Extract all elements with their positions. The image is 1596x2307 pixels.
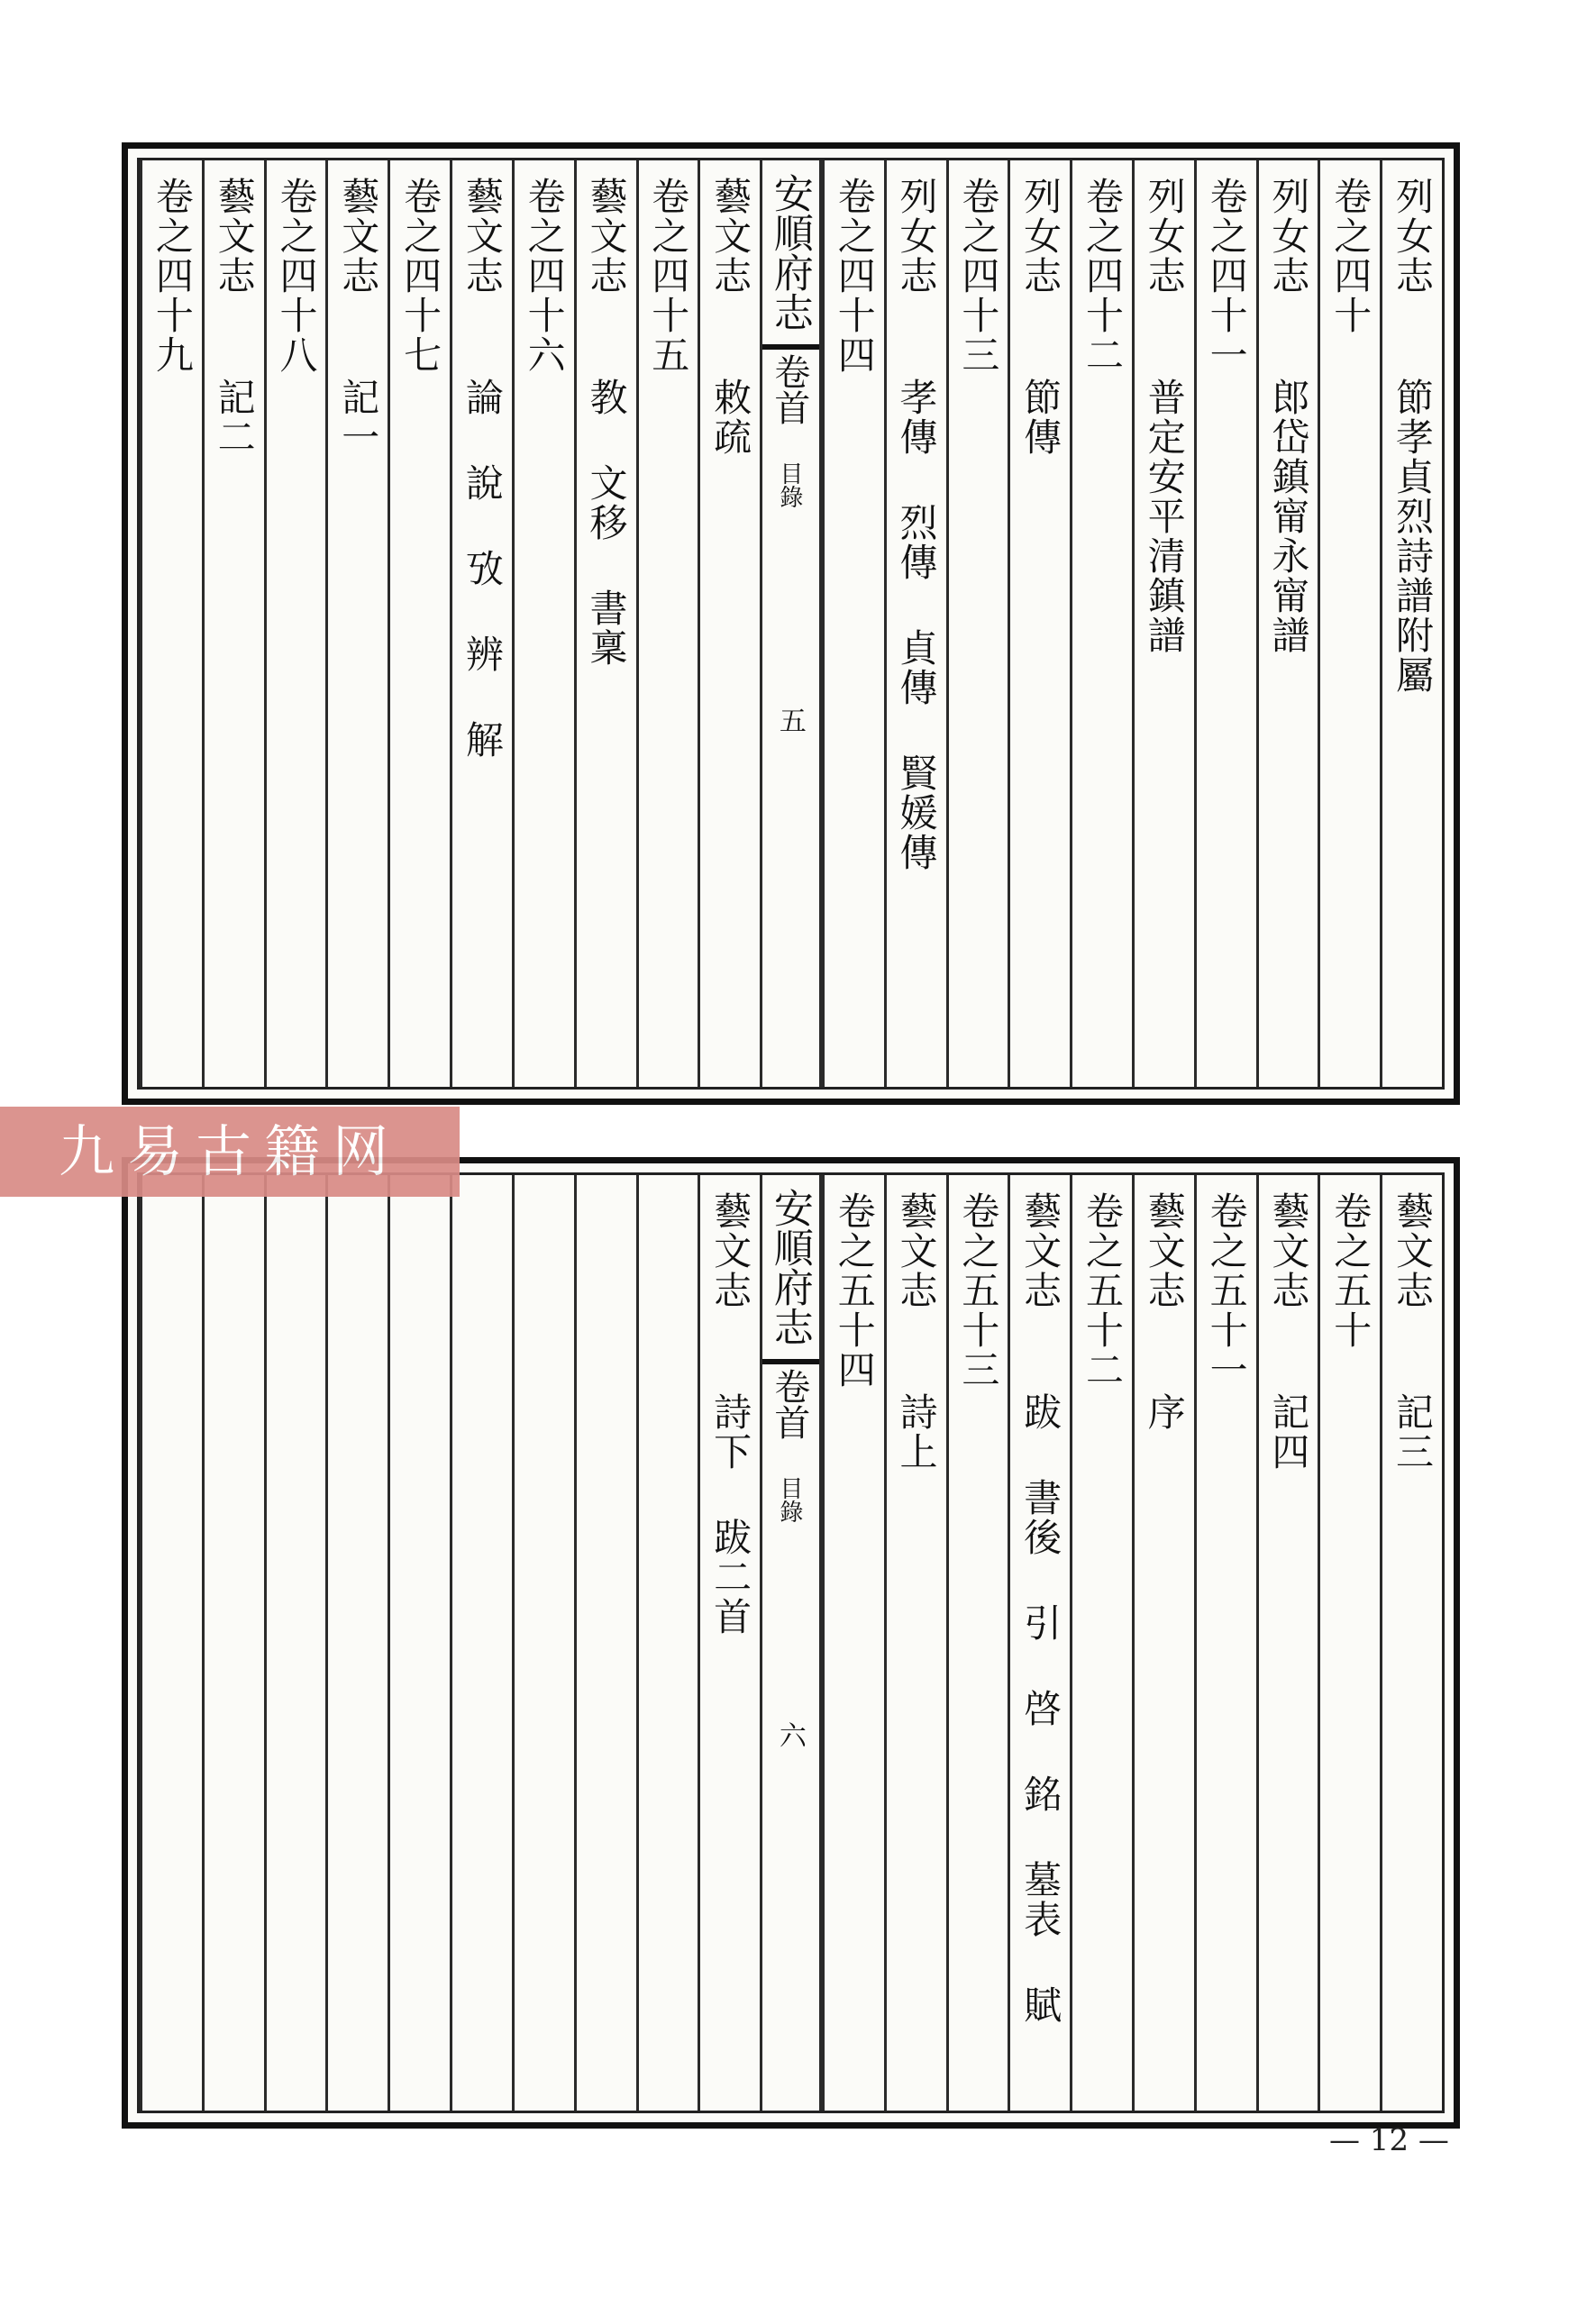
- columns-column: [1070, 160, 1132, 1087]
- column-heading: 藝文志: [708, 177, 753, 296]
- column-heading: 卷之五十: [1328, 1191, 1373, 1350]
- column-contents: 敕疏: [708, 332, 753, 457]
- center-fold-column: [760, 160, 822, 1087]
- columns_left-column: [140, 160, 202, 1087]
- columns-column: [884, 160, 946, 1087]
- book-title: 安順府志: [766, 173, 813, 332]
- empty-column: [202, 1175, 264, 2111]
- column-heading: 藝文志: [708, 1191, 753, 1310]
- bottom-page-frame: [137, 1172, 1445, 2113]
- columns-column: [1256, 1175, 1318, 2111]
- column-contents: 詩下 跋二首: [708, 1346, 753, 1637]
- column-heading: 卷之五十二: [1080, 1191, 1125, 1390]
- empty-column: [325, 1175, 388, 2111]
- column-heading: 藝文志: [894, 1191, 939, 1310]
- empty-column: [388, 1175, 450, 2111]
- column-heading: 卷之四十九: [150, 177, 195, 375]
- columns_left-column: [512, 160, 574, 1087]
- column-heading: 藝文志: [1266, 1191, 1311, 1310]
- column-contents: 記四: [1266, 1346, 1311, 1472]
- column-contents: 記一: [336, 332, 381, 457]
- column-contents: 跋 書後 引 啓 銘 墓表 賦: [1018, 1346, 1063, 2025]
- columns-column: [822, 160, 884, 1087]
- columns-column: [1194, 160, 1256, 1087]
- column-heading: 藝文志: [1018, 1191, 1063, 1310]
- column-heading: 卷之四十二: [1080, 177, 1125, 375]
- column-contents: 孝傳 烈傳 貞傳 賢媛傳: [894, 332, 939, 872]
- top-page-panel: [122, 142, 1460, 1105]
- column-heading: 卷之四十七: [398, 177, 443, 375]
- columns_left-column: [698, 1175, 760, 2111]
- columns-column: [1132, 1175, 1194, 2111]
- column-heading: 藝文志: [212, 177, 257, 296]
- column-heading: 藝文志: [336, 177, 381, 296]
- columns-column: [1132, 160, 1194, 1087]
- column-heading: 卷之五十三: [956, 1191, 1001, 1390]
- columns-column: [1008, 160, 1070, 1087]
- page-number: — 12 —: [1329, 2122, 1449, 2158]
- column-heading: 卷之四十六: [522, 177, 567, 375]
- empty-column: [140, 1175, 202, 2111]
- column-heading: 卷之五十一: [1204, 1191, 1249, 1390]
- column-contents: 序: [1142, 1346, 1187, 1432]
- column-heading: 列女志: [1142, 177, 1187, 296]
- columns-column: [822, 1175, 884, 2111]
- top-page-frame: [137, 158, 1445, 1090]
- column-contents: 郎岱鎮甯永甯譜: [1266, 332, 1311, 655]
- column-contents: 論 說 攷 辨 解: [460, 332, 505, 760]
- columns-column: [1380, 1175, 1442, 2111]
- mulu-label: 目錄: [775, 461, 803, 508]
- columns-column: [1070, 1175, 1132, 2111]
- mulu-label: 目錄: [775, 1476, 803, 1523]
- columns_left-column: [202, 160, 264, 1087]
- volume-label: 卷首: [760, 344, 819, 425]
- column-heading: 卷之五十四: [832, 1191, 877, 1390]
- column-heading: 卷之四十五: [646, 177, 691, 375]
- empty-column: [264, 1175, 326, 2111]
- columns_left-column: [388, 160, 450, 1087]
- columns_left-column: [325, 160, 388, 1087]
- column-heading: 卷之四十一: [1204, 177, 1249, 375]
- columns-column: [1380, 160, 1442, 1087]
- column-heading: 藝文志: [1391, 1191, 1435, 1310]
- columns-column: [946, 160, 1008, 1087]
- columns-column: [946, 1175, 1008, 2111]
- columns_left-column: [264, 160, 326, 1087]
- column-contents: 普定安平清鎮譜: [1142, 332, 1187, 655]
- column-contents: 教 文移 書稟: [584, 332, 629, 668]
- leaf-number: 六: [773, 1721, 806, 1748]
- columns_left-column: [636, 160, 698, 1087]
- column-heading: 卷之四十八: [274, 177, 319, 375]
- columns-column: [1008, 1175, 1070, 2111]
- columns-column: [1194, 1175, 1256, 2111]
- empty-column: [512, 1175, 574, 2111]
- columns-column: [884, 1175, 946, 2111]
- bottom-page-panel: [122, 1157, 1460, 2129]
- empty-column: [636, 1175, 698, 2111]
- column-heading: 列女志: [894, 177, 939, 296]
- column-heading: 列女志: [1391, 177, 1435, 296]
- column-contents: 節孝貞烈詩譜附屬: [1391, 332, 1435, 695]
- column-contents: 記二: [212, 332, 257, 457]
- watermark-banner: 九易古籍网: [0, 1107, 460, 1197]
- columns-column: [1256, 160, 1318, 1087]
- columns-column: [1318, 1175, 1380, 2111]
- column-heading: 藝文志: [460, 177, 505, 296]
- book-title: 安順府志: [766, 1188, 813, 1346]
- column-contents: 節傳: [1018, 332, 1063, 457]
- columns_left-column: [574, 160, 636, 1087]
- column-heading: 卷之四十四: [832, 177, 877, 375]
- columns_left-column: [450, 160, 512, 1087]
- column-contents: 詩上: [894, 1346, 939, 1472]
- column-heading: 列女志: [1018, 177, 1063, 296]
- column-heading: 卷之四十三: [956, 177, 1001, 375]
- column-heading: 藝文志: [1142, 1191, 1187, 1310]
- leaf-number: 五: [773, 707, 806, 734]
- column-heading: 列女志: [1266, 177, 1311, 296]
- columns_left-column: [698, 160, 760, 1087]
- columns-column: [1318, 160, 1380, 1087]
- column-contents: 記三: [1391, 1346, 1435, 1472]
- center-fold-column: [760, 1175, 822, 2111]
- column-heading: 藝文志: [584, 177, 629, 296]
- volume-label: 卷首: [760, 1359, 819, 1440]
- column-heading: 卷之四十: [1328, 177, 1373, 335]
- empty-column: [574, 1175, 636, 2111]
- empty-column: [450, 1175, 512, 2111]
